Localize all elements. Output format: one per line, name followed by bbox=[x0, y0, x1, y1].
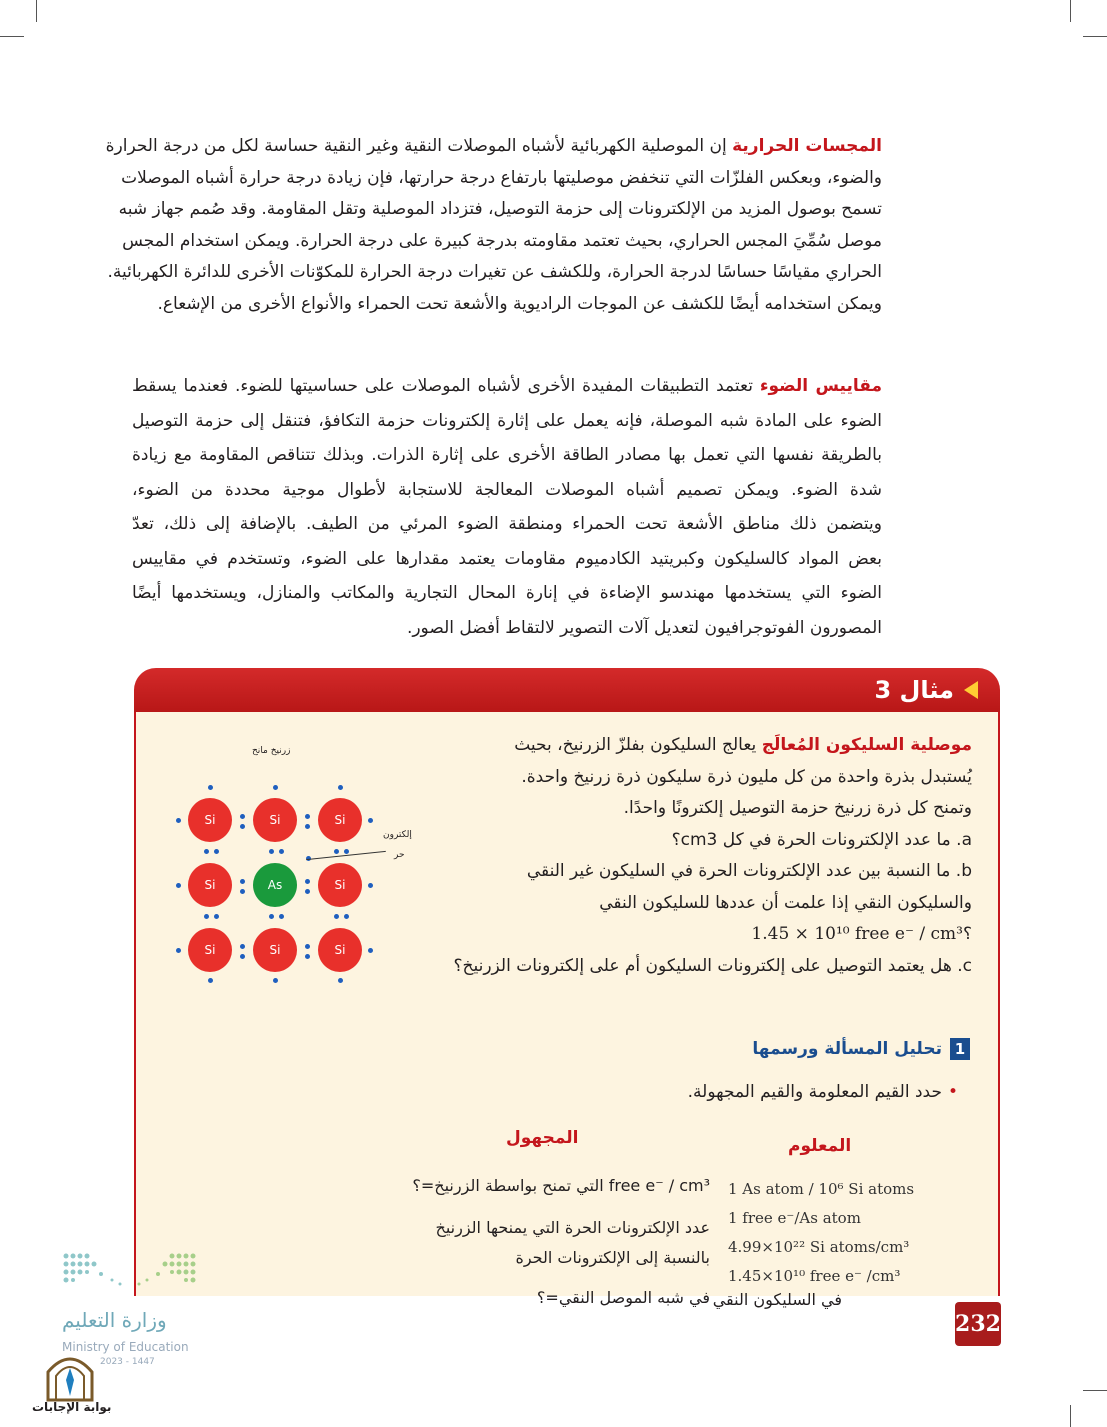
step-heading bbox=[752, 1038, 970, 1060]
electron-dot bbox=[269, 914, 274, 919]
crop-mark bbox=[0, 36, 24, 37]
bullet-text: حدد القيم المعلومة والقيم المجهولة. bbox=[687, 1082, 942, 1102]
crop-mark bbox=[1070, 0, 1071, 22]
example-topic: موصلية السليكون المُعالَج bbox=[761, 735, 972, 755]
text-line: المصورون الفوتوجرافيون لتعديل آلات التصوير لالتقاط أفضل الصور. bbox=[406, 617, 882, 638]
electron-dot bbox=[305, 944, 310, 949]
paragraph-light-meters bbox=[132, 369, 882, 645]
example-title: مثال 3 bbox=[874, 676, 954, 704]
text-line: بعض المواد كالسليكون وكبريتيد الكادميوم مقاومات يعتمد مقدارها على الضوء، وتستخدم في مقاييس bbox=[132, 548, 882, 569]
text-line: وتمنح كل ذرة زرنيخ حزمة التوصيل إلكترونًا واحدًا. bbox=[623, 798, 972, 818]
unknown-item: بالنسبة إلى الإلكترونات الحرة bbox=[515, 1248, 710, 1267]
unknown-item: في شبه الموصل النقي=؟ bbox=[536, 1288, 710, 1307]
electron-dot bbox=[344, 849, 349, 854]
question-c: c. هل يعتمد التوصيل على إلكترونات السليكون أم على إلكترونات الزرنيخ؟ bbox=[453, 955, 972, 976]
crop-mark bbox=[1083, 1390, 1107, 1391]
question-mark: ؟ bbox=[962, 924, 972, 944]
electron-dot bbox=[368, 948, 373, 953]
electron-dot bbox=[305, 824, 310, 829]
ministry-name-en: Ministry of Education bbox=[62, 1340, 189, 1354]
paragraph-thermistors bbox=[105, 131, 882, 320]
crop-mark bbox=[36, 0, 37, 22]
pure-silicon-value: 1.45 × 10¹⁰ free e⁻ / cm³ bbox=[751, 924, 963, 944]
bullet-item bbox=[688, 1082, 958, 1102]
known-suffix: في السليكون النقي bbox=[712, 1290, 842, 1309]
text-line: تسمح بوصول المزيد من الإلكترونات إلى حزمة التوصيل، فتزداد الموصلية وتقل المقاومة. وقد صُمم جهاز شبه bbox=[118, 199, 882, 219]
portal-logo-icon bbox=[40, 1350, 100, 1402]
known-item: 4.99×10²² Si atoms/cm³ bbox=[728, 1238, 910, 1256]
section-heading: المجسات الحرارية bbox=[732, 136, 882, 156]
known-item: 1 free e⁻/As atom bbox=[728, 1209, 861, 1227]
electron-dot bbox=[240, 889, 245, 894]
electron-dot bbox=[240, 954, 245, 959]
electron-dot bbox=[240, 879, 245, 884]
ministry-year: 2023 - 1447 bbox=[100, 1357, 155, 1367]
electron-dot bbox=[368, 818, 373, 823]
electron-dot bbox=[176, 818, 181, 823]
lattice-diagram bbox=[168, 738, 428, 988]
si-atom: Si bbox=[253, 798, 297, 842]
example-question bbox=[453, 730, 972, 982]
electron-dot bbox=[273, 785, 278, 790]
electron-dot bbox=[305, 879, 310, 884]
electron-label: حر bbox=[394, 850, 405, 860]
electron-dot bbox=[176, 883, 181, 888]
unknown-item: عدد الإلكترونات الحرة التي يمنحها الزرنيخ bbox=[435, 1218, 710, 1237]
unknown-item: free e⁻ / cm³ التي تمنح بواسطة الزرنيخ=؟ bbox=[412, 1176, 710, 1195]
si-atom: Si bbox=[318, 863, 362, 907]
unknown-header: المجهول bbox=[506, 1128, 579, 1148]
ministry-name-ar: وزارة التعليم bbox=[62, 1308, 167, 1332]
si-atom: Si bbox=[253, 928, 297, 972]
text-line: والسليكون النقي إذا علمت أن عددها للسليكون النقي bbox=[599, 892, 972, 913]
text-line: إن الموصلية الكهربائية لأشباه الموصلات النقية وغير النقية حساسة لكل من درجة الحرارة bbox=[105, 136, 727, 156]
electron-dot bbox=[176, 948, 181, 953]
text-line: شدة الضوء. ويمكن تصميم أشباه الموصلات المعالجة للاستجابة لأطوال موجية محددة من الضوء، bbox=[132, 479, 882, 500]
electron-dot bbox=[338, 785, 343, 790]
electron-dot bbox=[240, 944, 245, 949]
electron-dot bbox=[240, 824, 245, 829]
electron-dot bbox=[269, 849, 274, 854]
electron-dot bbox=[214, 849, 219, 854]
text-line: ويمكن استخدامه أيضًا للكشف عن الموجات الراديوية والأشعة تحت الحمراء والأنواع الأخرى من الإشعاع. bbox=[157, 293, 882, 314]
electron-dot bbox=[338, 978, 343, 983]
text-line: يعالج السليكون بفلزّ الزرنيخ، بحيث bbox=[514, 735, 757, 755]
crop-mark bbox=[1083, 36, 1107, 37]
electron-dot bbox=[208, 978, 213, 983]
text-line: الحراري مقياسًا حساسًا لدرجة الحرارة، وللكشف عن تغيرات درجة الحرارة للمكوّنات الأخرى للدائرة الكهربائية. bbox=[107, 262, 882, 282]
electron-dot bbox=[368, 883, 373, 888]
electron-dot bbox=[279, 849, 284, 854]
electron-dot bbox=[334, 914, 339, 919]
si-atom: Si bbox=[188, 798, 232, 842]
page-number: 232 bbox=[955, 1302, 1001, 1346]
si-atom: Si bbox=[188, 928, 232, 972]
step-number: 1 bbox=[950, 1038, 970, 1060]
known-item: 1 As atom / 10⁶ Si atoms bbox=[728, 1180, 915, 1198]
donor-label: زرنيخ مانح bbox=[252, 746, 291, 756]
question-b: b. ما النسبة بين عدد الإلكترونات الحرة في السليكون غير النقي bbox=[526, 861, 972, 881]
electron-dot bbox=[279, 914, 284, 919]
text-line: والضوء، وبعكس الفلزّات التي تنخفض موصليتها بارتفاع درجة حرارتها، فإن زيادة درجة حرارة أشباه الموصلات bbox=[121, 167, 882, 188]
electron-dot bbox=[214, 914, 219, 919]
text-line: موصل سُمِّيَ المجس الحراري، بحيث تعتمد مقاومته بدرجة كبيرة على درجة الحرارة. ويمكن استخدام المجس bbox=[122, 230, 882, 251]
electron-dot bbox=[204, 849, 209, 854]
si-atom: Si bbox=[318, 928, 362, 972]
electron-dot bbox=[305, 814, 310, 819]
step-title: تحليل المسألة ورسمها bbox=[752, 1039, 942, 1059]
electron-dot bbox=[240, 814, 245, 819]
ministry-logo-dots bbox=[62, 1250, 197, 1290]
electron-dot bbox=[273, 978, 278, 983]
text-line: الضوء التي يستخدمها مهندسو الإضاءة في إنارة المحال التجارية والمكاتب والمنازل، ويستخدمها أيضًا bbox=[132, 583, 882, 603]
known-item: 1.45×10¹⁰ free e⁻ /cm³ bbox=[728, 1267, 901, 1285]
text-line: ويتضمن ذلك مناطق الأشعة تحت الحمراء ومنطقة الضوء المرئي من الطيف. بالإضافة إلى ذلك، تعدّ bbox=[132, 514, 882, 534]
si-atom: Si bbox=[188, 863, 232, 907]
text-line: تعتمد التطبيقات المفيدة الأخرى لأشباه الموصلات على حساسيتها للضوء. فعندما يسقط bbox=[132, 376, 753, 396]
bullet-icon: • bbox=[947, 1082, 958, 1102]
question-a: a. ما عدد الإلكترونات الحرة في كل cm3؟ bbox=[671, 829, 972, 850]
electron-dot bbox=[305, 889, 310, 894]
crop-mark bbox=[1070, 1405, 1071, 1427]
electron-dot bbox=[334, 849, 339, 854]
electron-dot bbox=[305, 954, 310, 959]
portal-label: بوابة الإجابات bbox=[32, 1400, 112, 1414]
as-atom: As bbox=[253, 863, 297, 907]
text-line: يُستبدل بذرة واحدة من كل مليون ذرة سليكون ذرة زرنيخ واحدة. bbox=[521, 766, 972, 787]
known-header: المعلوم bbox=[788, 1136, 852, 1156]
text-line: الضوء على المادة شبه الموصلة، فإنه يعمل على إثارة إلكترونات حزمة التكافؤ، فتنقل إلى حزمة التوصيل bbox=[132, 410, 882, 431]
si-atom: Si bbox=[318, 798, 362, 842]
section-heading: مقاييس الضوء bbox=[759, 376, 883, 396]
triangle-icon bbox=[964, 681, 978, 699]
electron-label: إلكترون bbox=[383, 830, 412, 840]
example-header bbox=[134, 668, 1000, 712]
electron-dot bbox=[204, 914, 209, 919]
electron-dot bbox=[344, 914, 349, 919]
text-line: بالطريقة نفسها التي تعمل بها مصادر الطاقة الأخرى على إثارة الذرات. وبذلك تتناقص المقاومة مع زيادة bbox=[132, 445, 882, 465]
electron-dot bbox=[208, 785, 213, 790]
